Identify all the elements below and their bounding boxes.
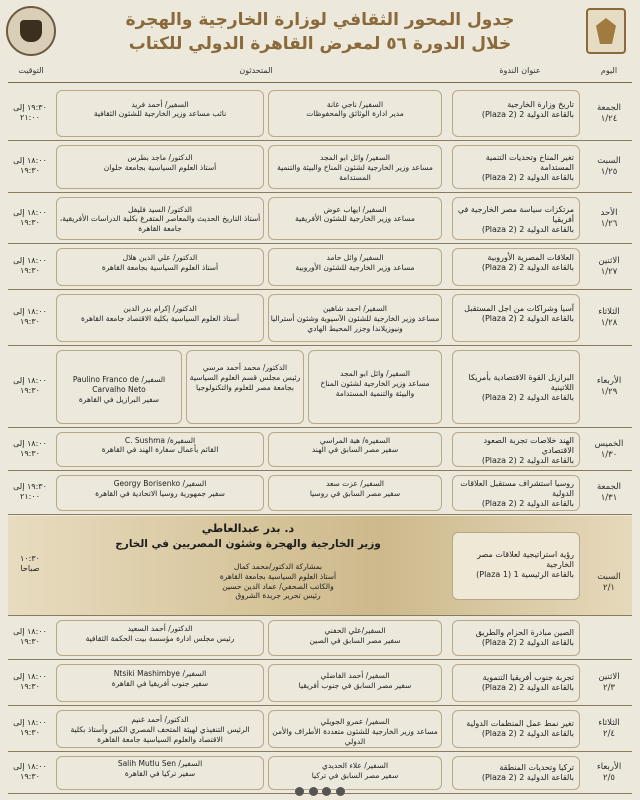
facebook-icon xyxy=(295,787,304,796)
row-topic: روسيا استشراف مستقبل العلاقات الدولية بالقاعة الدولية 2 (Plaza 2) xyxy=(460,479,574,508)
row-time: ١٨:٠٠ إلى ١٩:٣٠ xyxy=(13,438,47,458)
minister-name: د. بدر عبدالعاطي xyxy=(201,522,295,535)
table-row xyxy=(8,141,632,193)
table-row xyxy=(8,428,632,471)
twitter-icon xyxy=(309,787,318,796)
row-time: ١٨:٠٠ إلى ١٩:٣٠ xyxy=(13,672,47,692)
row-time: ١٨:٠٠ إلى ١٩:٣٠ xyxy=(13,762,47,782)
social-icons xyxy=(0,787,640,796)
row-time: ١٨:٠٠ إلى ١٩:٣٠ xyxy=(13,256,47,276)
row-topic: العلاقات المصرية الأوروبية بالقاعة الدولية 2 (Plaza 2) xyxy=(481,253,574,272)
col-speakers-header: المتحدثون xyxy=(239,66,273,75)
speaker-1: السفير/ أحمد الفاضلي سفير مصر السابق في جنوب أفريقيا xyxy=(298,671,412,690)
row-topic: الهند خلاصات تجربة الصعود الاقتصادي بالقاعة الدولية 2 (Plaza 2) xyxy=(481,435,574,465)
row-day: الأحد ١/٢٦ xyxy=(600,207,618,229)
table-row xyxy=(8,616,632,660)
row-topic: تجربة جنوب أفريقيا التنموية بالقاعة الدولية 2 (Plaza 2) xyxy=(481,673,574,692)
col-topic-header: عنوان الندوة xyxy=(499,66,541,75)
ministry-seal-logo xyxy=(6,6,56,56)
speaker-2: الدكتور/ ماجد بطرس أستاذ العلوم السياسية بجامعة حلوان xyxy=(103,153,217,172)
speaker-1: السفيرة/ هبة المراسي سفير مصر السابق في الهند xyxy=(311,435,399,455)
minister-title: وزير الخارجية والهجرة وشئون المصريين في الخارج xyxy=(115,538,381,550)
row-time: ١٨:٠٠ إلى ١٩:٣٠ xyxy=(13,156,47,176)
speaker-2: السفير/ Ntsiki Mashimbye سفير جنوب أفريقيا في القاهرة xyxy=(111,669,209,688)
row-topic: الصين مبادرة الحزام والطريق بالقاعة الدولية 2 (Plaza 2) xyxy=(475,628,574,647)
header-divider xyxy=(8,82,632,83)
row-day: الجمعة ١/٢٤ xyxy=(596,102,621,124)
row-time: ١٨:٠٠ إلى ١٩:٣٠ xyxy=(13,718,47,738)
speaker-1b: الدكتور/ محمد أحمد مرسي رئيس مجلس قسم العلوم السياسية بجامعة مصر للعلوم والتكنولوجيا xyxy=(189,363,301,392)
row-time: ١٩:٣٠ إلى ٢١:٠٠ xyxy=(13,102,47,122)
table-row xyxy=(8,660,632,706)
participants: بمشاركة الدكتور/محمد كمال أستاذ العلوم السياسية بجامعة القاهرة والكاتب الصحفي/ عماد الدين حسين رئيس تحرير جريدة الشروق xyxy=(219,562,337,601)
row-day: الجمعة ١/٣١ xyxy=(596,482,621,504)
speaker-2: الدكتور/ السيد فليفل أستاذ التاريخ الحديث والمعاصر المتفرغ بكلية الدراسات الأفريقية، جامعة القاهرة xyxy=(59,204,261,233)
row-topic: مرتكزات سياسة مصر الخارجية في أفريقيا بالقاعة الدولية 2 (Plaza 2) xyxy=(457,204,574,234)
speaker-2: الدكتور/ علي الدين هلال أستاذ العلوم السياسية بجامعة القاهرة xyxy=(101,253,219,272)
row-day: الثلاثاء ٢/٤ xyxy=(598,718,620,740)
speaker-2: الدكتور/ إكرام بدر الدين أستاذ العلوم السياسية بكلية الاقتصاد جامعة القاهرة xyxy=(80,304,240,323)
table-row xyxy=(8,471,632,515)
row-day: الثلاثاء ١/٢٨ xyxy=(598,307,620,329)
speaker-2: الدكتور/ أحمد غنيم الرئيس التنفيذي لهيئة المتحف المصري الكبير وأستاذ بكلية الاقتصاد والعلوم السياسية جامعة القاهرة xyxy=(70,715,250,744)
featured-row xyxy=(8,516,632,616)
speaker-2: السفيرة/ C. Sushma القائم بأعمال سفارة الهند في القاهرة xyxy=(101,435,219,455)
row-topic: تغير نمط عمل المنظمات الدولية بالقاعة الدولية 2 (Plaza 2) xyxy=(466,719,574,738)
table-row xyxy=(8,706,632,752)
speaker-2: السفير/ Salih Mutlu Sen سفير تركيا في القاهرة xyxy=(117,759,203,778)
row-time: ١٨:٠٠ إلى ١٩:٣٠ xyxy=(13,307,47,327)
table-row xyxy=(8,193,632,244)
speaker-2: السفير/ Paulino Franco de Carvalho Neto سفير البرازيل في القاهرة xyxy=(72,375,166,404)
table-row xyxy=(8,346,632,428)
row-topic: آسيا وشراكات من اجل المستقبل بالقاعة الدولية 2 (Plaza 2) xyxy=(464,304,574,323)
row-topic: تاريخ وزارة الخارجية بالقاعة الدولية 2 (Plaza 2) xyxy=(481,99,574,119)
header xyxy=(0,0,640,64)
speaker-2: الدكتور/ أحمد السعيد رئيس مجلس ادارة مؤسسة بيت الحكمة الثقافية xyxy=(85,624,235,643)
page-subtitle: خلال الدورة ٥٦ لمعرض القاهرة الدولي للكتاب xyxy=(128,34,512,54)
speaker-1: السفير/ عمرو الجويلي مساعد وزير الخارجية للشئون متعددة الأطراف والأمن الدولي xyxy=(272,717,438,746)
row-topic: تغير المناخ وتحديات التنمية المستدامة بالقاعة الدولية 2 (Plaza 2) xyxy=(481,153,574,182)
speaker-1: السفير/ ايهاب عوض مساعد وزير الخارجية للشئون الأفريقية xyxy=(295,204,415,224)
speaker-1: السفير/ وائل حامد مساعد وزير الخارجية للشئون الأوروبية xyxy=(295,253,415,272)
table-row xyxy=(8,290,632,346)
row-day: السبت ١/٢٥ xyxy=(597,156,621,178)
featured-time: ١٠:٣٠ صباحا xyxy=(20,554,40,574)
speaker-1: السفير/ ناجي غانة مدير ادارة الوثائق والمحفوظات xyxy=(306,99,404,119)
speaker-2: السفير/ Georgy Borisenko سفير جمهورية روسيا الاتحادية في القاهرة xyxy=(95,479,225,498)
row-time: ١٩:٣٠ إلى ٢١:٠٠ xyxy=(13,482,47,502)
table-row xyxy=(8,244,632,290)
row-day: الأربعاء ٢/٥ xyxy=(596,762,622,784)
row-time: ١٨:٠٠ إلى ١٩:٣٠ xyxy=(13,376,47,396)
eagle-emblem-logo xyxy=(586,8,626,54)
speaker-2: السفير/ أحمد فريد نائب مساعد وزير الخارجية للشئون الثقافية xyxy=(93,99,227,119)
row-day: الخميس ١/٣٠ xyxy=(594,438,624,460)
page-title: جدول المحور الثقافي لوزارة الخارجية والهجرة xyxy=(125,10,515,30)
row-time: ١٨:٠٠ إلى ١٩:٣٠ xyxy=(13,627,47,647)
speaker-1: السفير/ احمد شاهين مساعد وزير الخارجية للشئون الآسيوية وشئون أستراليا ونيوزيلاندا وجزر المحيط الهادي xyxy=(270,304,440,333)
instagram-icon xyxy=(322,787,331,796)
speaker-1: السفير/ وائل ابو المجد مساعد وزير الخارجية لشئون المناخ والبيئة والتنمية المستدامة xyxy=(277,153,433,182)
row-topic: تركيا وتحديات المنطقة بالقاعة الدولية 2 (Plaza 2) xyxy=(481,763,574,782)
col-day-header: اليوم xyxy=(600,66,618,75)
row-day: الاثنين ١/٢٧ xyxy=(598,256,620,278)
row-day: الأربعاء ١/٢٩ xyxy=(596,376,622,398)
speaker-1: السفير/علي الحفني سفير مصر السابق في الصين xyxy=(309,626,401,645)
table-row xyxy=(8,86,632,141)
row-day: الاثنين ٢/٣ xyxy=(598,672,620,694)
speaker-1: السفير/ عزت سعد سفير مصر السابق في روسيا xyxy=(309,479,401,498)
speaker-1: السفير/ وائل ابو المجد مساعد وزير الخارجية لشئون المناخ والبيئة والتنمية المستدامة xyxy=(320,369,430,398)
speaker-1: السفير/ علاء الحديدي سفير مصر السابق في تركيا xyxy=(311,761,399,780)
col-time-header: التوقيت xyxy=(18,66,44,75)
row-time: ١٨:٠٠ إلى ١٩:٣٠ xyxy=(13,207,47,227)
row-topic: البرازيل القوة الاقتصادية بأمريكا اللاتينية بالقاعة الدولية 2 (Plaza 2) xyxy=(468,373,574,402)
youtube-icon xyxy=(336,787,345,796)
featured-day: السبت ٢/١ xyxy=(597,572,621,594)
featured-topic: رؤية استراتيجية لعلاقات مصر الخارجية بالقاعة الرئيسية 1 (Plaza 1) xyxy=(476,550,574,579)
